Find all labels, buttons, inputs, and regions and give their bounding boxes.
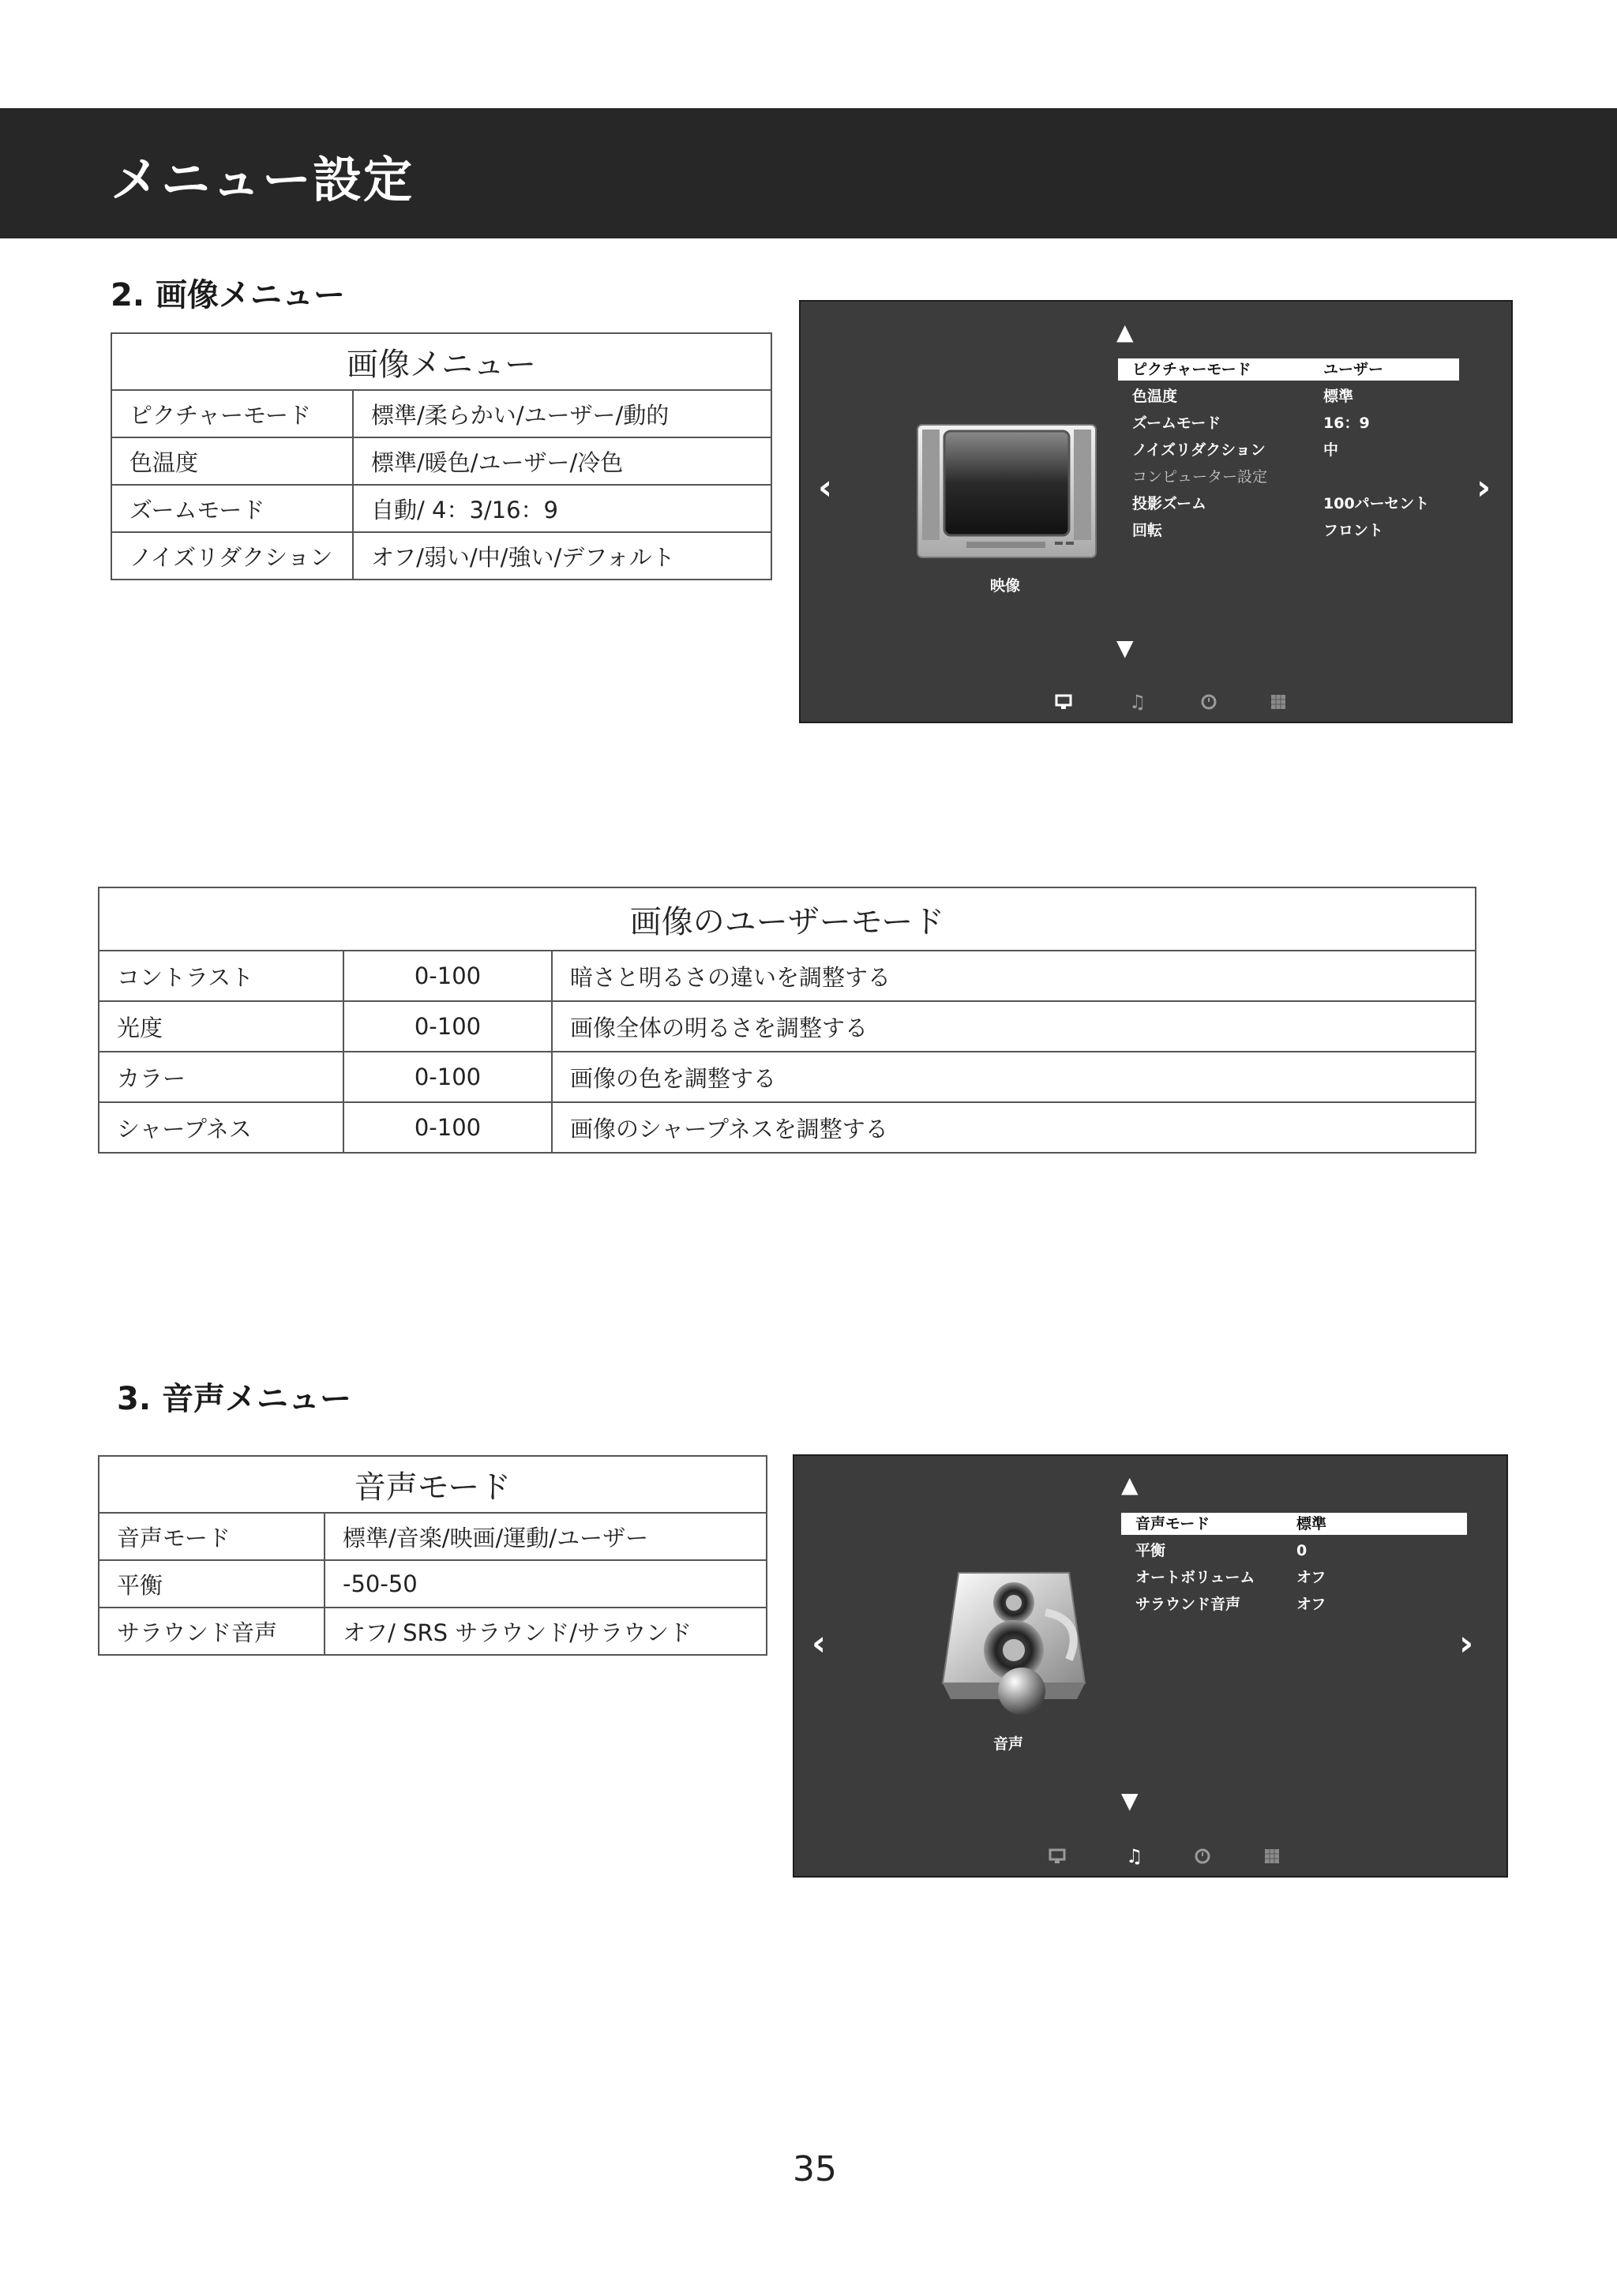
row-range: 0-100 [343,951,552,1001]
osd-item-label: 投影ズーム [1132,495,1207,512]
table-row [99,1608,767,1655]
row-value: オフ/弱い/中/強い/デフォルト [353,532,771,580]
osd-item-value: 0 [1296,1542,1307,1559]
osd-item-label: 音声モード [1135,1515,1210,1533]
chevron-right-icon: › [1476,467,1491,508]
sound-mode-table [98,1455,767,1656]
osd-item-rotation[interactable] [1118,520,1459,542]
osd-item-label: 平衡 [1135,1542,1166,1559]
row-desc: 画像全体の明るさを調整する [552,1001,1476,1052]
table-row [99,1001,1476,1052]
osd-item-label: 回転 [1132,522,1163,539]
row-name: 音声モード [99,1513,325,1560]
row-name: ズームモード [111,485,353,532]
osd-item-value: ユーザー [1323,361,1384,378]
osd-item-computer-settings[interactable] [1118,466,1459,488]
osd-item-surround[interactable] [1121,1593,1467,1615]
osd-item-noise-reduction[interactable] [1118,439,1459,461]
section-3-title: 3. 音声メニュー [117,1381,351,1417]
osd-item-label: サラウンド音声 [1135,1596,1241,1613]
music-note-icon[interactable]: ♫ [1129,691,1146,713]
row-desc: 画像の色を調整する [552,1052,1476,1102]
osd-item-label: ノイズリダクション [1132,441,1266,459]
picture-menu-table [111,332,772,580]
row-value: -50-50 [325,1560,767,1608]
row-name: カラー [99,1052,343,1102]
chevron-left-icon: ‹ [818,467,833,508]
triangle-up-icon: ▲ [1121,1472,1139,1498]
triangle-down-icon: ▼ [1116,635,1134,661]
osd-item-label: ピクチャーモード [1132,361,1251,378]
grid-icon[interactable] [1263,1848,1281,1870]
table-row [99,1560,767,1608]
monitor-icon[interactable] [1055,693,1072,715]
row-value: オフ/ SRS サラウンド/サラウンド [325,1608,767,1655]
music-note-icon[interactable]: ♫ [1126,1845,1143,1867]
row-range: 0-100 [343,1001,552,1052]
user-mode-table [98,887,1476,1154]
osd-item-label: 色温度 [1132,388,1178,405]
section-2-title: 2. 画像メニュー [111,277,345,313]
triangle-down-icon: ▼ [1121,1788,1139,1814]
chevron-right-icon: › [1459,1623,1474,1664]
osd-item-zoom-mode[interactable] [1118,412,1459,434]
chevron-left-icon: ‹ [812,1623,827,1664]
clock-icon[interactable] [1194,1848,1211,1870]
row-name: コントラスト [99,951,343,1001]
osd-item-value: 中 [1323,441,1339,459]
clock-icon[interactable] [1200,693,1217,715]
row-name: シャープネス [99,1102,343,1153]
speaker-icon [927,1565,1094,1723]
monitor-icon[interactable] [1049,1848,1066,1870]
screen-caption: 音声 [993,1735,1024,1753]
row-range: 0-100 [343,1052,552,1102]
osd-item-projection-zoom[interactable] [1118,493,1459,515]
user-mode-table-title: 画像のユーザーモード [99,887,1476,951]
table-row [111,485,771,532]
osd-item-sound-mode[interactable] [1121,1513,1467,1535]
grid-icon[interactable] [1270,693,1287,715]
picture-menu-screen [799,300,1513,723]
row-name: サラウンド音声 [99,1608,325,1655]
page-number: 35 [793,2149,837,2189]
osd-item-value: 100パーセント [1323,495,1430,512]
row-range: 0-100 [343,1102,552,1153]
osd-item-label: ズームモード [1132,415,1221,432]
triangle-up-icon: ▲ [1116,319,1134,345]
sound-menu-screen [793,1454,1508,1878]
row-name: ノイズリダクション [111,532,353,580]
table-row [111,390,771,437]
osd-item-color-temp[interactable] [1118,385,1459,407]
row-value: 標準/柔らかい/ユーザー/動的 [353,390,771,437]
osd-item-value: オフ [1296,1596,1326,1613]
picture-menu-table-title: 画像メニュー [111,333,771,390]
sound-mode-table-title: 音声モード [99,1456,767,1513]
osd-item-value: 標準 [1323,388,1354,405]
row-name: 平衡 [99,1560,325,1608]
osd-item-picture-mode[interactable] [1118,358,1459,381]
osd-item-auto-volume[interactable] [1121,1566,1467,1589]
osd-item-value: フロント [1323,522,1384,539]
table-row [99,1102,1476,1153]
osd-item-value: オフ [1296,1569,1326,1586]
osd-item-balance[interactable] [1121,1540,1467,1562]
osd-item-value: 16：9 [1323,415,1370,432]
row-name: 色温度 [111,437,353,485]
osd-item-value: 標準 [1296,1515,1327,1533]
table-row [99,1052,1476,1102]
table-row [99,951,1476,1001]
row-value: 標準/暖色/ユーザー/冷色 [353,437,771,485]
osd-item-label: コンピューター設定 [1132,468,1268,486]
row-value: 標準/音楽/映画/運動/ユーザー [325,1513,767,1560]
row-desc: 画像のシャープネスを調整する [552,1102,1476,1153]
tv-icon [916,423,1097,561]
table-row [111,532,771,580]
row-name: 光度 [99,1001,343,1052]
table-row [99,1513,767,1560]
osd-item-label: オートボリューム [1135,1569,1255,1586]
table-row [111,437,771,485]
row-desc: 暗さと明るさの違いを調整する [552,951,1476,1001]
row-name: ピクチャーモード [111,390,353,437]
page-title: メニュー設定 [111,151,415,208]
screen-caption: 映像 [990,577,1021,595]
row-value: 自動/ 4：3/16：9 [353,485,771,532]
